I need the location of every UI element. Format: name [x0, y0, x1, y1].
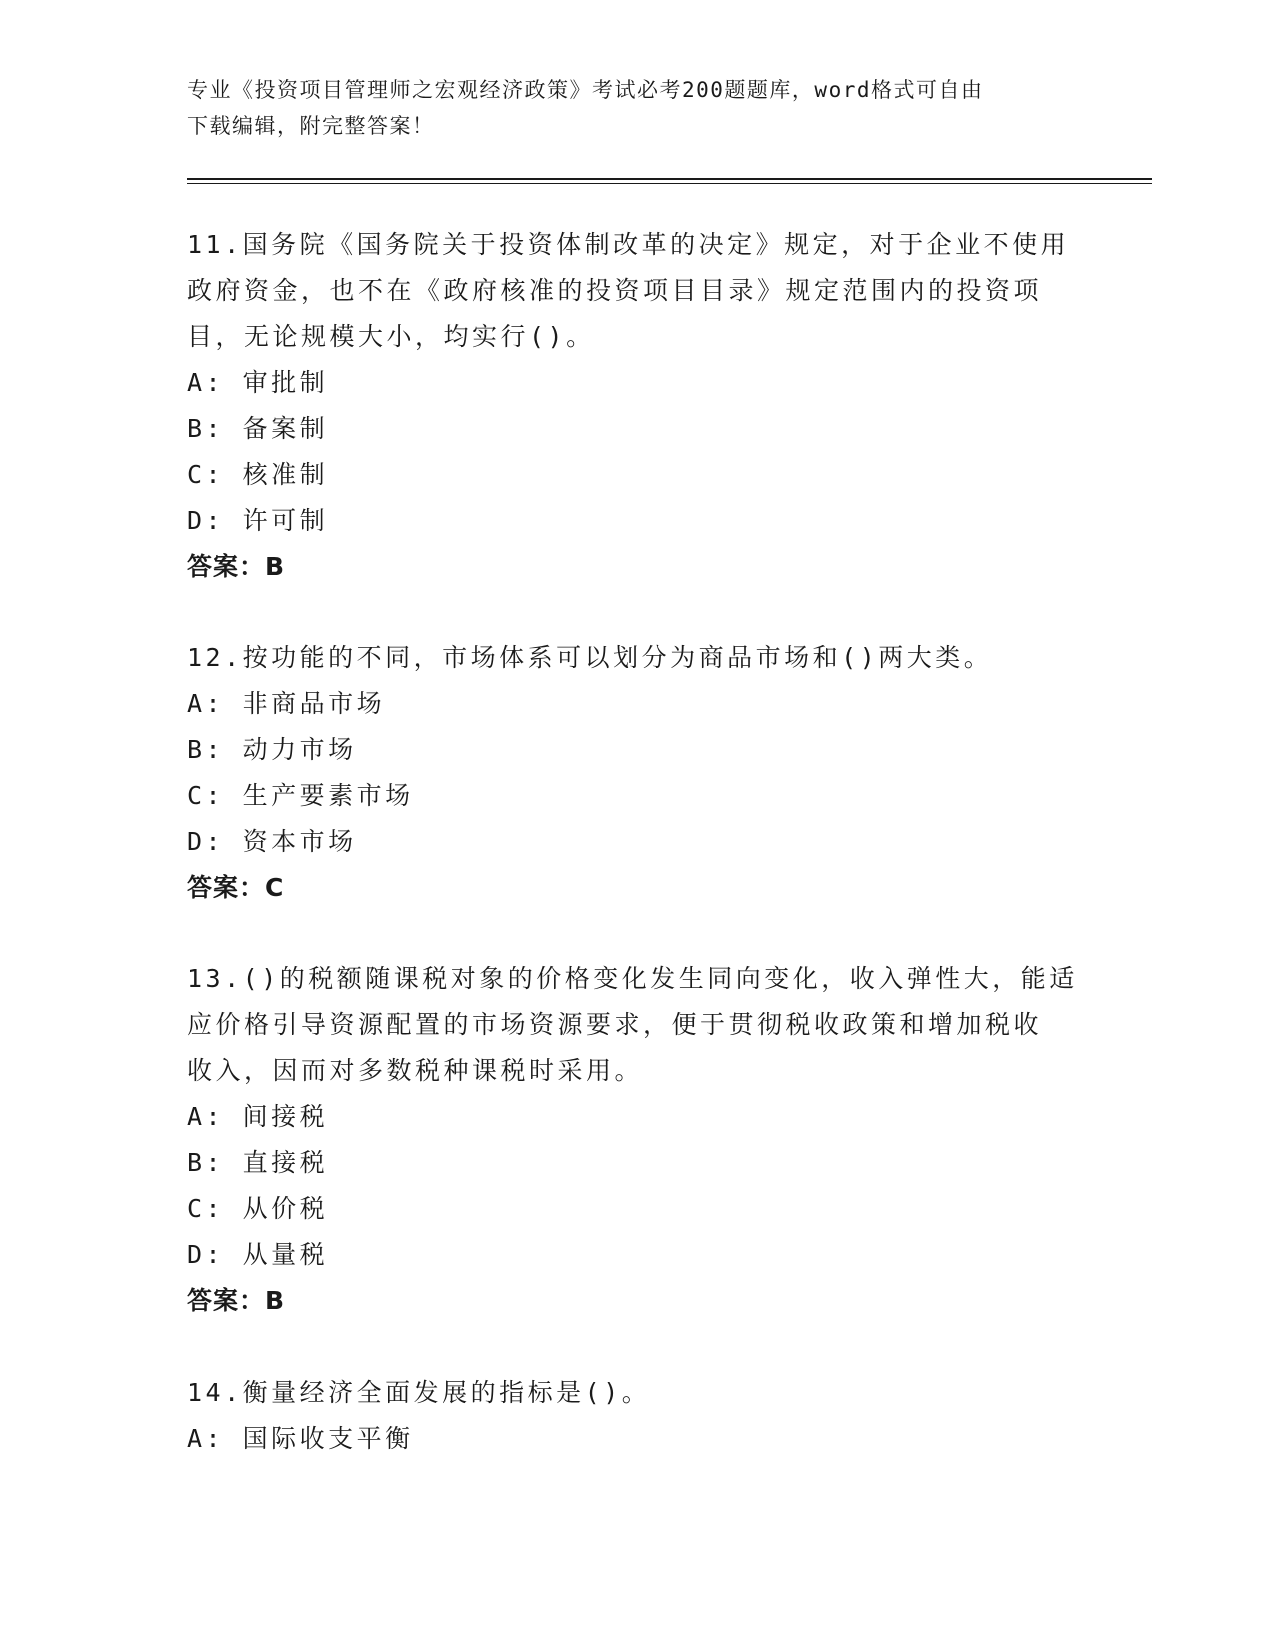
question-stem-line: 应价格引导资源配置的市场资源要求，便于贯彻税收政策和增加税收 [187, 1010, 1043, 1039]
option-d: D: 从量税 [187, 1240, 329, 1269]
question-12 [187, 635, 1087, 911]
header-line-1: 专业《投资项目管理师之宏观经济政策》考试必考200题题库，word格式可自由 [187, 78, 984, 102]
option-d: D: 资本市场 [187, 827, 357, 856]
question-stem-line: 14.衡量经济全面发展的指标是()。 [187, 1378, 651, 1407]
option-c: C: 从价税 [187, 1194, 329, 1223]
option-b: B: 备案制 [187, 414, 329, 443]
option-a: A: 非商品市场 [187, 689, 386, 718]
header-divider-thick [187, 178, 1152, 180]
header-divider-thin [187, 183, 1152, 184]
option-b: B: 直接税 [187, 1148, 329, 1177]
question-stem-line: 11.国务院《国务院关于投资体制改革的决定》规定，对于企业不使用 [187, 230, 1070, 259]
answer-line: 答案：B [187, 1286, 286, 1315]
option-a: A: 国际收支平衡 [187, 1424, 414, 1453]
question-stem-line: 13.()的税额随课税对象的价格变化发生同向变化，收入弹性大，能适 [187, 964, 1078, 993]
option-c: C: 生产要素市场 [187, 781, 414, 810]
document-header [187, 72, 1087, 144]
option-a: A: 间接税 [187, 1102, 329, 1131]
option-a: A: 审批制 [187, 368, 329, 397]
question-stem-line: 收入，因而对多数税种课税时采用。 [187, 1056, 644, 1085]
question-stem-line: 政府资金，也不在《政府核准的投资项目目录》规定范围内的投资项 [187, 276, 1043, 305]
question-13 [187, 956, 1087, 1324]
option-b: B: 动力市场 [187, 735, 357, 764]
question-14 [187, 1370, 1087, 1462]
answer-line: 答案：B [187, 552, 286, 581]
question-stem-line: 目，无论规模大小，均实行()。 [187, 322, 595, 351]
question-stem-line: 12.按功能的不同，市场体系可以划分为商品市场和()两大类。 [187, 643, 993, 672]
option-c: C: 核准制 [187, 460, 329, 489]
question-11 [187, 222, 1087, 590]
header-line-2: 下载编辑，附完整答案！ [187, 114, 435, 138]
answer-line: 答案：C [187, 873, 285, 902]
option-d: D: 许可制 [187, 506, 329, 535]
